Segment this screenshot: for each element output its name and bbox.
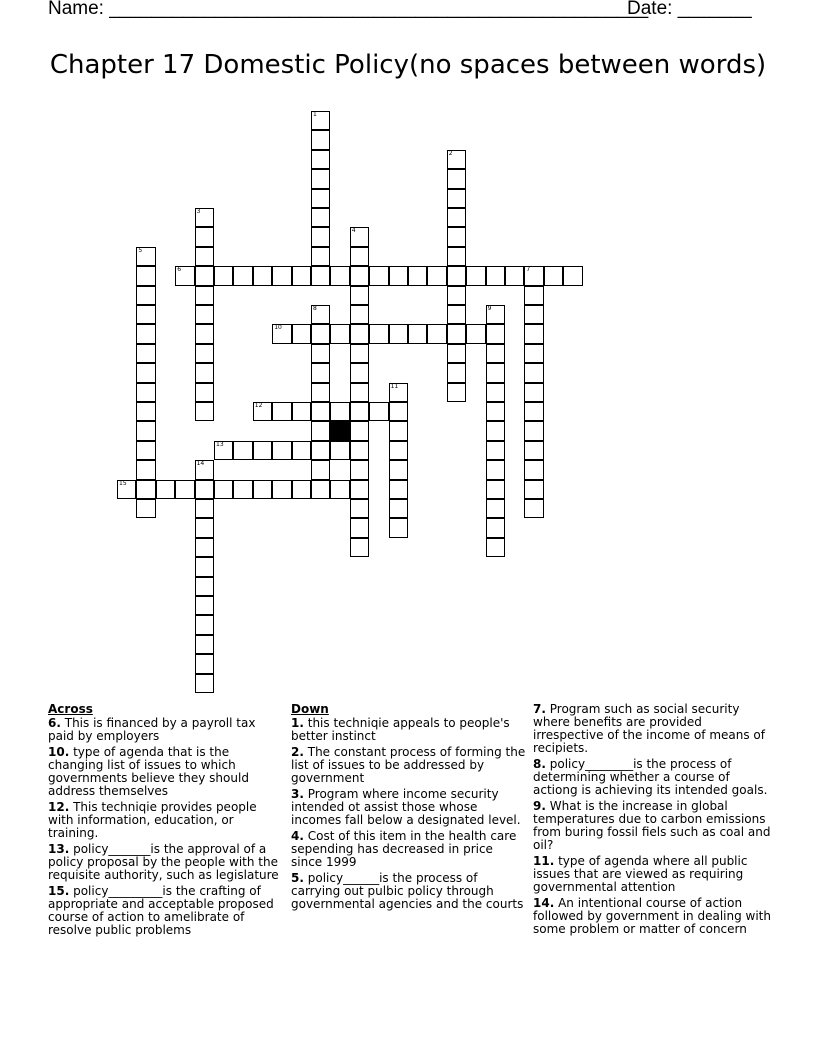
grid-cell[interactable] [311, 344, 330, 363]
grid-cell[interactable] [524, 266, 543, 285]
grid-cell[interactable] [389, 460, 408, 479]
grid-cell[interactable] [175, 266, 194, 285]
grid-cell[interactable] [447, 363, 466, 382]
grid-cell[interactable] [486, 441, 505, 460]
grid-cell[interactable] [447, 266, 466, 285]
grid-cell[interactable] [311, 169, 330, 188]
grid-cell[interactable] [292, 480, 311, 499]
grid-cell[interactable] [195, 557, 214, 576]
grid-cell[interactable] [195, 518, 214, 537]
clue-number: 15. [48, 884, 70, 898]
grid-cell[interactable] [136, 305, 155, 324]
grid-cell[interactable] [292, 441, 311, 460]
grid-cell[interactable] [136, 266, 155, 285]
grid-cell[interactable] [486, 538, 505, 557]
clue-number: 14 [196, 460, 205, 468]
grid-cell[interactable] [350, 227, 369, 246]
grid-cell[interactable] [195, 402, 214, 421]
clue-number: 1 [313, 111, 317, 118]
clue-number: 7 [526, 266, 531, 274]
grid-cell[interactable] [175, 480, 194, 499]
clue-text: type of agenda that is the changing list of issues to which governments believe they should address themselves [48, 745, 249, 798]
grid-cell[interactable] [253, 402, 272, 421]
clue-item [533, 758, 773, 797]
grid-cell[interactable] [524, 324, 543, 343]
grid-cell[interactable] [311, 441, 330, 460]
grid-cell[interactable] [195, 247, 214, 266]
clue-number: 13 [216, 440, 224, 448]
grid-cell[interactable] [136, 460, 155, 479]
clue-text: policy_________is the crafting of appropriate and acceptable proposed course of action to amelibrate of resolve public problems [48, 884, 274, 937]
clue-number: 5. [291, 871, 304, 885]
grid-cell[interactable] [156, 480, 175, 499]
grid-cell[interactable] [447, 324, 466, 343]
grid-cell[interactable] [272, 266, 291, 285]
grid-cell[interactable] [389, 480, 408, 499]
clue-number: 12 [254, 402, 263, 409]
grid-cell[interactable] [350, 305, 369, 324]
grid-cell[interactable] [486, 499, 505, 518]
clue-item [48, 717, 284, 743]
grid-cell[interactable] [524, 286, 543, 305]
grid-cell[interactable] [272, 441, 291, 460]
grid-cell[interactable] [311, 247, 330, 266]
grid-cell[interactable] [117, 480, 136, 499]
grid-cell[interactable] [233, 480, 252, 499]
grid-cell[interactable] [350, 441, 369, 460]
grid-cell[interactable] [311, 305, 330, 324]
clue-number: 8. [533, 757, 546, 771]
grid-cell[interactable] [311, 150, 330, 169]
grid-cell[interactable] [486, 421, 505, 440]
grid-cell[interactable] [447, 189, 466, 208]
clue-text: The constant process of forming the list of issues to be addressed by government [291, 745, 526, 785]
grid-cell[interactable] [369, 402, 388, 421]
grid-cell[interactable] [253, 441, 272, 460]
grid-cell[interactable] [136, 499, 155, 518]
grid-cell[interactable] [350, 499, 369, 518]
grid-cell[interactable] [311, 189, 330, 208]
grid-cell[interactable] [233, 266, 252, 285]
grid-cell[interactable] [524, 402, 543, 421]
clue-item [48, 801, 284, 840]
clue-text: What is the increase in global temperatures due to carbon emissions from buring fossil fiels such as coal and oil? [533, 799, 771, 852]
grid-cell[interactable] [486, 402, 505, 421]
clue-item [533, 897, 773, 936]
clue-number: 5 [138, 246, 143, 254]
grid-cell[interactable] [311, 130, 330, 149]
grid-cell[interactable] [408, 266, 427, 285]
grid-cell[interactable] [466, 324, 485, 343]
clue-text: policy______is the process of carrying out pulbic policy through governmental agencies and the courts [291, 871, 524, 911]
grid-cell[interactable] [253, 266, 272, 285]
grid-cell[interactable] [486, 480, 505, 499]
grid-cell[interactable] [447, 247, 466, 266]
grid-cell[interactable] [350, 421, 369, 440]
grid-cell[interactable] [136, 441, 155, 460]
grid-cell[interactable] [214, 480, 233, 499]
grid-cell[interactable] [195, 383, 214, 402]
grid-cell[interactable] [524, 344, 543, 363]
grid-cell[interactable] [136, 344, 155, 363]
grid-cell[interactable] [350, 344, 369, 363]
grid-cell[interactable] [389, 499, 408, 518]
clue-text: Program where income security intended ot assist those whose incomes fall below a designated level. [291, 787, 521, 827]
grid-cell[interactable] [214, 266, 233, 285]
clue-item [291, 717, 527, 743]
across-heading: Across [48, 702, 93, 716]
clue-text: Program such as social security where benefits are provided irrespective of the income of means of recipiets. [533, 702, 765, 755]
grid-cell[interactable] [292, 324, 311, 343]
grid-cell[interactable] [389, 324, 408, 343]
clue-number: 4. [291, 829, 304, 843]
page-title: Chapter 17 Domestic Policy(no spaces between words) [49, 50, 767, 80]
clue-item [48, 885, 284, 937]
clue-text: This techniqie provides people with information, education, or training. [48, 800, 257, 840]
clue-item [48, 843, 284, 882]
grid-cell[interactable] [195, 538, 214, 557]
grid-cell[interactable] [350, 363, 369, 382]
grid-cell[interactable] [292, 402, 311, 421]
grid-cell[interactable] [524, 383, 543, 402]
clue-number: 11 [390, 382, 399, 390]
clue-item [533, 855, 773, 894]
grid-cell[interactable] [195, 286, 214, 305]
grid-cell[interactable] [389, 383, 408, 402]
grid-cell[interactable] [195, 266, 214, 285]
grid-cell[interactable] [136, 324, 155, 343]
grid-cell[interactable] [524, 499, 543, 518]
grid-cell[interactable] [195, 305, 214, 324]
grid-cell[interactable] [447, 383, 466, 402]
grid-cell[interactable] [195, 363, 214, 382]
grid-cell[interactable] [466, 266, 485, 285]
grid-cell[interactable] [330, 402, 349, 421]
grid-cell[interactable] [447, 344, 466, 363]
grid-cell[interactable] [447, 305, 466, 324]
grid-cell[interactable] [311, 363, 330, 382]
clue-number: 6. [48, 716, 61, 730]
grid-cell[interactable] [195, 654, 214, 673]
grid-cell[interactable] [311, 208, 330, 227]
grid-cell[interactable] [311, 266, 330, 285]
grid-cell[interactable] [195, 208, 214, 227]
grid-cell[interactable] [350, 286, 369, 305]
grid-cell[interactable] [136, 383, 155, 402]
clue-number: 13. [48, 842, 70, 856]
grid-cell[interactable] [524, 421, 543, 440]
grid-cell[interactable] [563, 266, 582, 285]
clue-number: 14. [533, 896, 555, 910]
grid-cell[interactable] [136, 363, 155, 382]
grid-cell[interactable] [233, 441, 252, 460]
grid-cell[interactable] [524, 305, 543, 324]
grid-cell[interactable] [486, 266, 505, 285]
grid-cell[interactable] [350, 518, 369, 537]
grid-cell[interactable] [253, 480, 272, 499]
grid-cell[interactable] [195, 480, 214, 499]
grid-cell[interactable] [311, 402, 330, 421]
grid-cell[interactable] [408, 324, 427, 343]
clue-text: this techniqie appeals to people's better instinct [291, 716, 510, 743]
grid-cell[interactable] [447, 286, 466, 305]
grid-cell[interactable] [136, 480, 155, 499]
grid-cell[interactable] [311, 460, 330, 479]
grid-black-cell [330, 421, 349, 440]
clue-number: 3. [291, 787, 304, 801]
grid-cell[interactable] [524, 441, 543, 460]
grid-cell[interactable] [330, 480, 349, 499]
grid-cell[interactable] [447, 227, 466, 246]
grid-cell[interactable] [195, 577, 214, 596]
grid-cell[interactable] [292, 266, 311, 285]
grid-cell[interactable] [330, 266, 349, 285]
grid-cell[interactable] [486, 324, 505, 343]
grid-cell[interactable] [524, 363, 543, 382]
grid-cell[interactable] [195, 460, 214, 479]
grid-cell[interactable] [311, 421, 330, 440]
grid-cell[interactable] [136, 402, 155, 421]
grid-cell[interactable] [311, 227, 330, 246]
grid-cell[interactable] [272, 480, 291, 499]
clue-number: 3 [196, 208, 201, 215]
grid-cell[interactable] [350, 538, 369, 557]
grid-cell[interactable] [544, 266, 563, 285]
grid-cell[interactable] [311, 324, 330, 343]
grid-cell[interactable] [486, 383, 505, 402]
grid-cell[interactable] [505, 266, 524, 285]
clue-number: 15 [119, 479, 127, 487]
grid-cell[interactable] [195, 499, 214, 518]
grid-cell[interactable] [427, 324, 446, 343]
grid-cell[interactable] [524, 460, 543, 479]
grid-cell[interactable] [195, 324, 214, 343]
grid-cell[interactable] [389, 421, 408, 440]
grid-cell[interactable] [486, 518, 505, 537]
clue-number: 6 [177, 266, 182, 274]
grid-cell[interactable] [195, 227, 214, 246]
grid-cell[interactable] [486, 460, 505, 479]
clue-item [533, 703, 773, 755]
clue-text: type of agenda where all public issues that are viewed as requiring governmental attention [533, 854, 748, 894]
grid-cell[interactable] [311, 480, 330, 499]
clue-number: 2. [291, 745, 304, 759]
grid-cell[interactable] [195, 344, 214, 363]
clue-number: 9. [533, 799, 546, 813]
down-heading: Down [291, 702, 329, 716]
clue-text: policy________is the process of determining whether a course of actiong is achieving its intended goals. [533, 757, 768, 797]
grid-cell[interactable] [350, 480, 369, 499]
grid-cell[interactable] [389, 518, 408, 537]
clue-number: 4 [351, 227, 356, 235]
grid-cell[interactable] [195, 615, 214, 634]
clue-number: 7. [533, 702, 546, 716]
grid-cell[interactable] [350, 324, 369, 343]
grid-cell[interactable] [447, 169, 466, 188]
clue-number: 9 [487, 305, 492, 312]
grid-cell[interactable] [330, 324, 349, 343]
clue-item [533, 800, 773, 852]
grid-cell[interactable] [214, 441, 233, 460]
grid-cell[interactable] [330, 441, 349, 460]
grid-cell[interactable] [427, 266, 446, 285]
clue-text: An intentional course of action followed by government in dealing with some problem or matter of concern [533, 896, 771, 936]
grid-cell[interactable] [350, 247, 369, 266]
clue-number: 11. [533, 854, 555, 868]
grid-cell[interactable] [389, 441, 408, 460]
grid-cell[interactable] [486, 344, 505, 363]
grid-cell[interactable] [272, 402, 291, 421]
date-field-label: Date: _______ [627, 0, 752, 19]
grid-cell[interactable] [486, 363, 505, 382]
grid-cell[interactable] [195, 596, 214, 615]
grid-cell[interactable] [369, 266, 388, 285]
clue-item [291, 746, 527, 785]
grid-cell[interactable] [272, 324, 291, 343]
grid-cell[interactable] [369, 324, 388, 343]
grid-cell[interactable] [350, 460, 369, 479]
grid-cell[interactable] [447, 208, 466, 227]
clue-item [291, 788, 527, 827]
name-field-label: Name: ___________________________________________________ [48, 0, 649, 19]
clue-number: 10 [274, 324, 282, 332]
grid-cell[interactable] [311, 111, 330, 130]
clue-text: policy_______is the approval of a policy proposal by the people with the requisite authority, such as legislature [48, 842, 279, 882]
clue-item [48, 746, 284, 798]
clue-item [291, 830, 527, 869]
grid-cell[interactable] [136, 247, 155, 266]
grid-cell[interactable] [136, 286, 155, 305]
clue-number: 8 [313, 305, 317, 312]
clue-text: Cost of this item in the health care sepending has decreased in price since 1999 [291, 829, 517, 869]
clue-item [291, 872, 527, 911]
grid-cell[interactable] [447, 150, 466, 169]
down-clues-continued [533, 703, 773, 939]
clue-text: This is financed by a payroll tax paid by employers [48, 716, 256, 743]
grid-cell[interactable] [350, 383, 369, 402]
grid-cell[interactable] [486, 305, 505, 324]
clue-number: 1. [291, 716, 304, 730]
clue-number: 2 [448, 149, 453, 157]
grid-cell[interactable] [389, 266, 408, 285]
clue-number: 12. [48, 800, 70, 814]
grid-cell[interactable] [524, 480, 543, 499]
grid-cell[interactable] [136, 421, 155, 440]
grid-cell[interactable] [389, 402, 408, 421]
down-clues [291, 703, 527, 914]
grid-cell[interactable] [350, 266, 369, 285]
grid-cell[interactable] [311, 383, 330, 402]
grid-cell[interactable] [350, 402, 369, 421]
across-clues [48, 703, 284, 940]
grid-cell[interactable] [195, 674, 214, 693]
grid-cell[interactable] [195, 635, 214, 654]
clue-number: 10. [48, 745, 70, 759]
